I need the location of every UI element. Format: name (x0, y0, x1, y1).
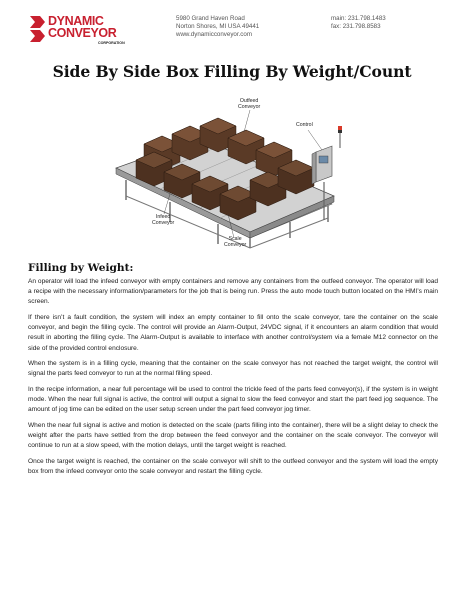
section-body (28, 277, 438, 482)
address-line: 5980 Grand Haven Road (176, 15, 245, 22)
logo-sub: CORPORATION (98, 41, 125, 45)
paragraph: If there isn’t a fault condition, the system will index an empty container to fill onto the scale conveyor, tare the container on the scale conveyor, and begin the filling cycle. The control will provide an Alarm-Output, 24VDC signal, if it encounters an alarm condition that would result in aborting the filling cycle. The Alarm-Output is available to interface with another control/system via a female M12 connector on the side of the provided control enclosure. (28, 313, 438, 352)
document-title: Side By Side Box Filling By Weight/Count (52, 62, 412, 81)
phone-fax: fax: 231.798.8583 (331, 23, 381, 31)
paragraph: Once the target weight is reached, the container on the scale conveyor will shift to the outfeed conveyor and the system will load the empty box from the infeed conveyor onto the scale conveyor and restart the filling cycle. (28, 457, 438, 475)
conveyor-drawing (100, 96, 360, 252)
callout-control: Control (296, 122, 313, 128)
section-heading: Filling by Weight: (28, 262, 134, 274)
callout-outfeed-conveyor: Outfeed Conveyor (238, 98, 261, 110)
callout-infeed-conveyor: Infeed Conveyor (152, 214, 175, 226)
conveyor-illustration (100, 96, 360, 252)
logo-line2: CONVEYOR (48, 26, 117, 40)
company-logo (28, 12, 146, 46)
callout-scale-conveyor: Scale Conveyor (224, 236, 247, 248)
logo-line1: DYNAMIC (48, 14, 104, 28)
paragraph: When the system is in a filling cycle, meaning that the container on the scale conveyor has not reached the target weight, the control will signal the parts feed conveyor to run at the normal filling speed. (28, 360, 438, 378)
paragraph: When the near full signal is active and motion is detected on the scale (parts filling into the container), there will be a slight delay to check the weight after the parts have settled from the drop between the feed conveyor and the container on the scale conveyor. The conveyor will continue to run at a slow speed, with the motion delays, until the target weight is reached. (28, 421, 438, 450)
company-address (176, 15, 259, 40)
phone-main: main: 231.798.1483 (331, 15, 386, 22)
website-text: www.dynamicconveyor.com (176, 31, 252, 39)
logo-graphic (28, 12, 146, 46)
company-contact (331, 15, 386, 31)
paragraph: In the recipe information, a near full percentage will be used to control the trickle feed of the parts feed conveyor(s), if the system is in weight mode. When the near full signal is active, the control will output a signal to slow the feed conveyor and start the part feed jog sequence. The amount of jog time can be edited on the user setup screen under the part feed conveyor jog timer. (28, 385, 438, 414)
letterhead (28, 12, 448, 48)
paragraph: An operator will load the infeed conveyor with empty containers and remove any containers from the outfeed conveyor. The operator will load a recipe with the necessary information/parameters for the job that is being run. Press the auto mode touch button located on the HMI’s main screen. (28, 278, 438, 306)
address-line: Norton Shores, MI USA 49441 (176, 23, 260, 31)
